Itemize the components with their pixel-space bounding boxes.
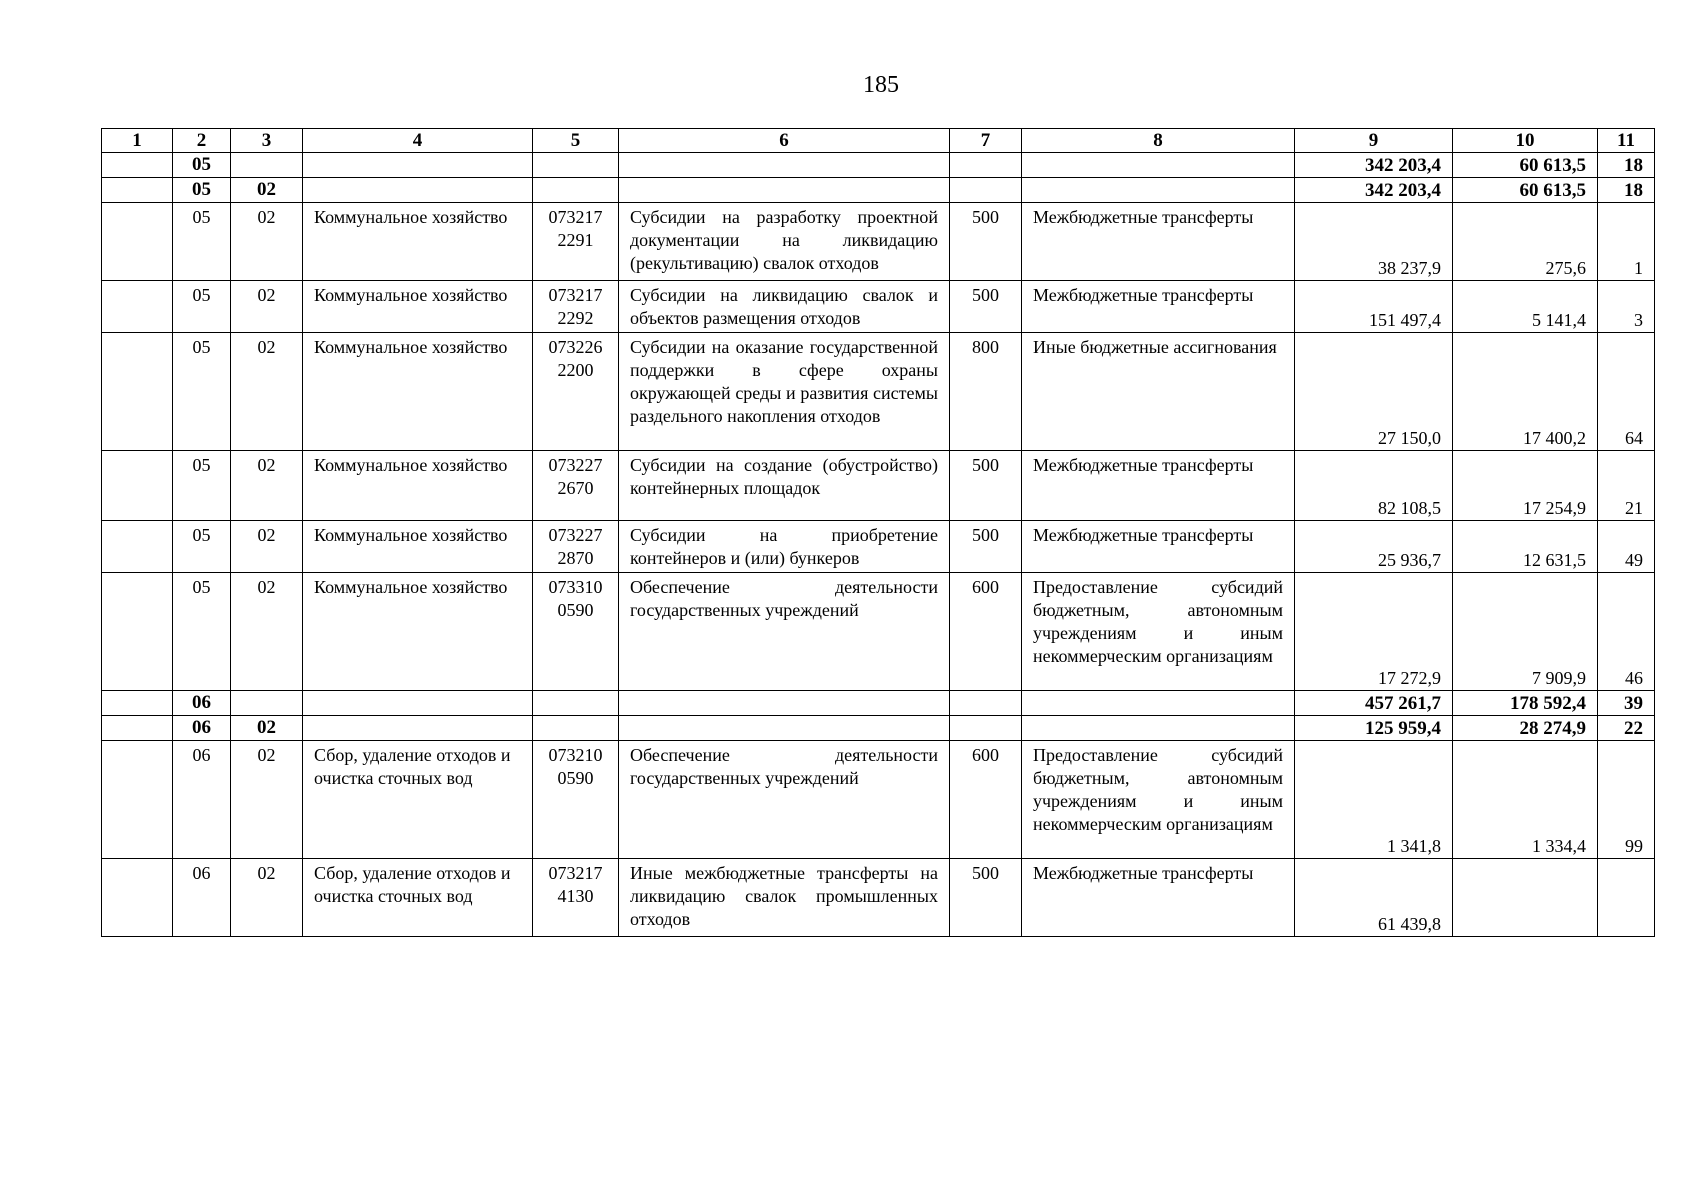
column-header: 10 — [1453, 129, 1598, 153]
expense-description-cell: Субсидии на создание (обустройство) контейнерных площадок — [619, 451, 950, 521]
subsection-name-cell: Коммунальное хозяйство — [303, 281, 533, 333]
table-cell — [533, 691, 619, 716]
percent-cell: 1 — [1598, 203, 1655, 281]
expense-type-name-cell: Межбюджетные трансферты — [1022, 281, 1295, 333]
section-code-cell: 06 — [173, 691, 231, 716]
expense-type-code-cell: 600 — [950, 741, 1022, 859]
expense-description-cell: Субсидии на разработку проектной документации на ликвидацию (рекультивацию) свалок отходов — [619, 203, 950, 281]
expense-description-cell: Субсидии на оказание государственной поддержки в сфере охраны окружающей среды и развития системы раздельного накопления отходов — [619, 333, 950, 451]
expense-description-cell: Субсидии на приобретение контейнеров и (или) бункеров — [619, 521, 950, 573]
table-cell — [619, 153, 950, 178]
expense-type-name-cell: Межбюджетные трансферты — [1022, 859, 1295, 937]
percent-cell: 99 — [1598, 741, 1655, 859]
percent-cell: 46 — [1598, 573, 1655, 691]
section-code-cell: 06 — [173, 716, 231, 741]
expense-description-cell: Субсидии на ликвидацию свалок и объектов размещения отходов — [619, 281, 950, 333]
column-header: 5 — [533, 129, 619, 153]
amount-cell: 7 909,9 — [1453, 573, 1598, 691]
column-header: 6 — [619, 129, 950, 153]
table-cell — [950, 716, 1022, 741]
column-header: 11 — [1598, 129, 1655, 153]
target-article-cell: 073227 2870 — [533, 521, 619, 573]
amount-cell: 61 439,8 — [1295, 859, 1453, 937]
table-row — [102, 573, 1655, 691]
percent-cell: 39 — [1598, 691, 1655, 716]
column-header: 1 — [102, 129, 173, 153]
table-cell — [102, 333, 173, 451]
percent-cell — [1598, 859, 1655, 937]
table-cell — [619, 691, 950, 716]
page-number: 185 — [863, 72, 899, 98]
target-article-cell: 073227 2670 — [533, 451, 619, 521]
subsection-total-row — [102, 716, 1655, 741]
subsection-name-cell: Коммунальное хозяйство — [303, 451, 533, 521]
amount-cell: 38 237,9 — [1295, 203, 1453, 281]
table-row — [102, 281, 1655, 333]
table-row — [102, 203, 1655, 281]
percent-cell: 3 — [1598, 281, 1655, 333]
expense-description-cell: Иные межбюджетные трансферты на ликвидацию свалок промышленных отходов — [619, 859, 950, 937]
amount-cell: 457 261,7 — [1295, 691, 1453, 716]
subsection-code-cell: 02 — [231, 521, 303, 573]
subsection-name-cell: Коммунальное хозяйство — [303, 333, 533, 451]
expense-description-cell: Обеспечение деятельности государственных учреждений — [619, 573, 950, 691]
table-cell — [102, 859, 173, 937]
table-cell — [533, 153, 619, 178]
target-article-cell: 073210 0590 — [533, 741, 619, 859]
amount-cell: 28 274,9 — [1453, 716, 1598, 741]
column-number-header-row — [102, 129, 1655, 153]
table-cell — [102, 691, 173, 716]
expense-type-name-cell: Межбюджетные трансферты — [1022, 451, 1295, 521]
expense-type-code-cell: 500 — [950, 451, 1022, 521]
expense-type-code-cell: 600 — [950, 573, 1022, 691]
column-header: 7 — [950, 129, 1022, 153]
table-cell — [303, 153, 533, 178]
table-cell — [102, 153, 173, 178]
column-header: 4 — [303, 129, 533, 153]
subsection-code-cell: 02 — [231, 451, 303, 521]
table-cell — [102, 521, 173, 573]
target-article-cell: 073310 0590 — [533, 573, 619, 691]
expense-type-code-cell: 500 — [950, 859, 1022, 937]
subsection-name-cell: Сбор, удаление отходов и очистка сточных вод — [303, 741, 533, 859]
table-row — [102, 521, 1655, 573]
table-cell — [303, 716, 533, 741]
subsection-name-cell: Коммунальное хозяйство — [303, 203, 533, 281]
amount-cell: 275,6 — [1453, 203, 1598, 281]
expense-type-code-cell: 800 — [950, 333, 1022, 451]
expense-type-code-cell: 500 — [950, 203, 1022, 281]
target-article-cell: 073217 2292 — [533, 281, 619, 333]
amount-cell: 27 150,0 — [1295, 333, 1453, 451]
table-cell — [533, 716, 619, 741]
table-row — [102, 859, 1655, 937]
table-cell — [102, 716, 173, 741]
section-code-cell: 06 — [173, 859, 231, 937]
table-cell — [619, 716, 950, 741]
table-cell — [1022, 716, 1295, 741]
expense-type-name-cell: Иные бюджетные ассигнования — [1022, 333, 1295, 451]
amount-cell: 17 400,2 — [1453, 333, 1598, 451]
subsection-code-cell: 02 — [231, 859, 303, 937]
column-header: 3 — [231, 129, 303, 153]
section-total-row — [102, 691, 1655, 716]
subsection-code-cell: 02 — [231, 716, 303, 741]
expense-description-cell: Обеспечение деятельности государственных учреждений — [619, 741, 950, 859]
amount-cell: 12 631,5 — [1453, 521, 1598, 573]
expense-type-name-cell: Предоставление субсидий бюджетным, автономным учреждениям и иным некоммерческим организациям — [1022, 741, 1295, 859]
table-cell — [1022, 153, 1295, 178]
amount-cell: 342 203,4 — [1295, 153, 1453, 178]
percent-cell: 49 — [1598, 521, 1655, 573]
amount-cell: 151 497,4 — [1295, 281, 1453, 333]
table-cell — [950, 153, 1022, 178]
percent-cell: 22 — [1598, 716, 1655, 741]
table-cell — [950, 691, 1022, 716]
subsection-name-cell: Сбор, удаление отходов и очистка сточных вод — [303, 859, 533, 937]
amount-cell: 1 341,8 — [1295, 741, 1453, 859]
section-code-cell: 05 — [173, 573, 231, 691]
section-code-cell: 05 — [173, 153, 231, 178]
subsection-name-cell: Коммунальное хозяйство — [303, 573, 533, 691]
table-cell — [1022, 178, 1295, 203]
expense-type-name-cell: Предоставление субсидий бюджетным, автономным учреждениям и иным некоммерческим организациям — [1022, 573, 1295, 691]
target-article-cell: 073226 2200 — [533, 333, 619, 451]
section-code-cell: 06 — [173, 741, 231, 859]
amount-cell: 17 254,9 — [1453, 451, 1598, 521]
table-cell — [303, 178, 533, 203]
section-code-cell: 05 — [173, 281, 231, 333]
expense-type-name-cell: Межбюджетные трансферты — [1022, 203, 1295, 281]
column-header: 2 — [173, 129, 231, 153]
table-row — [102, 741, 1655, 859]
subsection-code-cell: 02 — [231, 741, 303, 859]
subsection-code-cell: 02 — [231, 178, 303, 203]
percent-cell: 18 — [1598, 178, 1655, 203]
section-code-cell: 05 — [173, 333, 231, 451]
table-cell — [533, 178, 619, 203]
subsection-code-cell — [231, 691, 303, 716]
amount-cell: 1 334,4 — [1453, 741, 1598, 859]
expense-type-code-cell: 500 — [950, 521, 1022, 573]
amount-cell: 25 936,7 — [1295, 521, 1453, 573]
percent-cell: 18 — [1598, 153, 1655, 178]
percent-cell: 64 — [1598, 333, 1655, 451]
subsection-name-cell: Коммунальное хозяйство — [303, 521, 533, 573]
subsection-code-cell — [231, 153, 303, 178]
amount-cell: 178 592,4 — [1453, 691, 1598, 716]
section-code-cell: 05 — [173, 178, 231, 203]
expense-type-code-cell: 500 — [950, 281, 1022, 333]
subsection-code-cell: 02 — [231, 333, 303, 451]
subsection-code-cell: 02 — [231, 203, 303, 281]
table-cell — [303, 691, 533, 716]
table-cell — [102, 451, 173, 521]
amount-cell: 125 959,4 — [1295, 716, 1453, 741]
expense-type-name-cell: Межбюджетные трансферты — [1022, 521, 1295, 573]
percent-cell: 21 — [1598, 451, 1655, 521]
section-code-cell: 05 — [173, 203, 231, 281]
table-cell — [619, 178, 950, 203]
amount-cell: 342 203,4 — [1295, 178, 1453, 203]
amount-cell: 60 613,5 — [1453, 178, 1598, 203]
amount-cell: 60 613,5 — [1453, 153, 1598, 178]
amount-cell: 5 141,4 — [1453, 281, 1598, 333]
subsection-total-row — [102, 178, 1655, 203]
table-cell — [1022, 691, 1295, 716]
table-cell — [102, 573, 173, 691]
column-header: 9 — [1295, 129, 1453, 153]
subsection-code-cell: 02 — [231, 573, 303, 691]
table-cell — [102, 178, 173, 203]
budget-table — [101, 128, 1655, 937]
subsection-code-cell: 02 — [231, 281, 303, 333]
amount-cell: 17 272,9 — [1295, 573, 1453, 691]
column-header: 8 — [1022, 129, 1295, 153]
target-article-cell: 073217 4130 — [533, 859, 619, 937]
table-cell — [102, 203, 173, 281]
table-cell — [102, 281, 173, 333]
target-article-cell: 073217 2291 — [533, 203, 619, 281]
table-row — [102, 451, 1655, 521]
section-code-cell: 05 — [173, 521, 231, 573]
section-total-row — [102, 153, 1655, 178]
amount-cell — [1453, 859, 1598, 937]
table-cell — [950, 178, 1022, 203]
table-row — [102, 333, 1655, 451]
table-cell — [102, 741, 173, 859]
section-code-cell: 05 — [173, 451, 231, 521]
amount-cell: 82 108,5 — [1295, 451, 1453, 521]
